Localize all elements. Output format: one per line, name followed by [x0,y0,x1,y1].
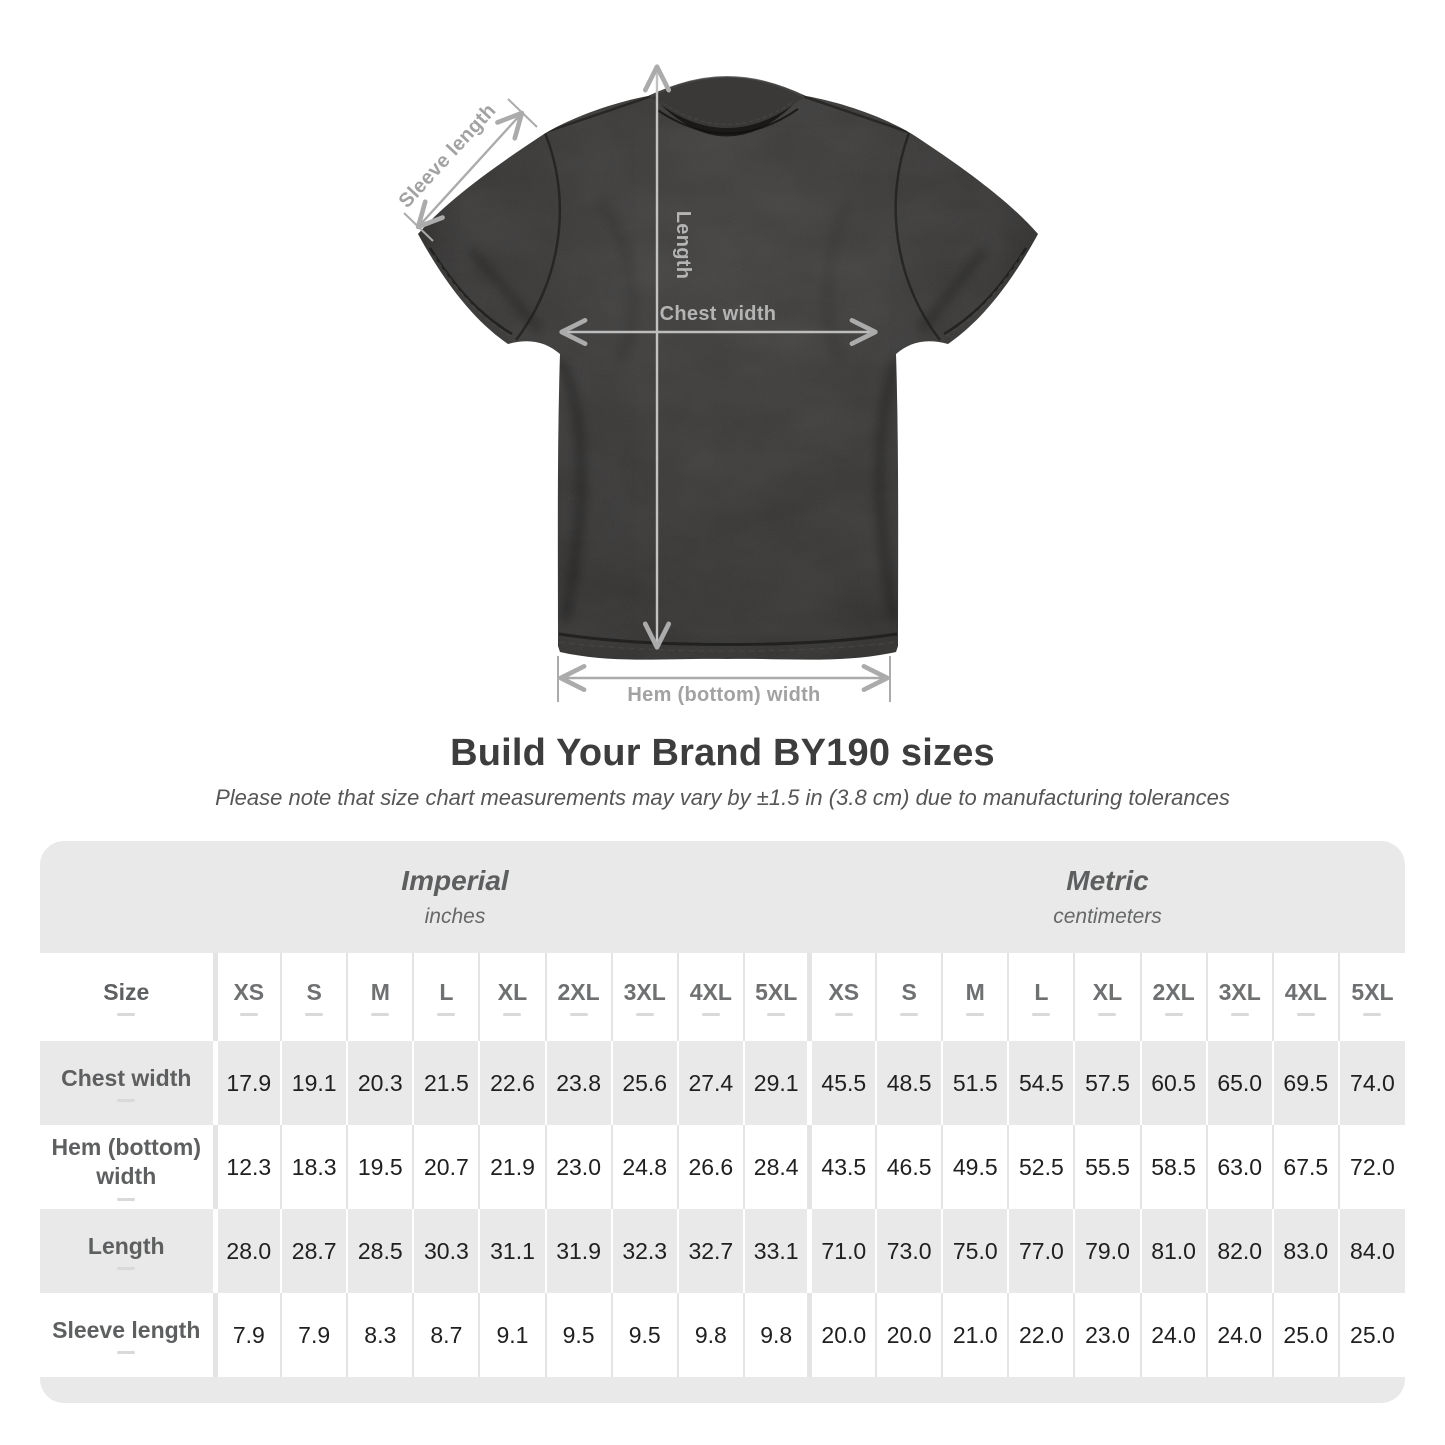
centimeters-label: centimeters [1053,905,1162,928]
size-col-header-metric-2xl [1141,953,1207,1041]
size-value-cell: 79.0 [1074,1209,1140,1293]
size-value-cell: 23.0 [1074,1293,1140,1377]
size-col-header-imperial-xl [479,953,545,1041]
size-value-cell: 19.5 [347,1125,413,1209]
tolerance-note: Please note that size chart measurements may vary by ±1.5 in (3.8 cm) due to manufacturing tolerances [215,785,1230,810]
size-value-cell: 65.0 [1207,1041,1273,1125]
size-value-cell: 51.5 [942,1041,1008,1125]
row-label [40,1041,215,1125]
imperial-label: Imperial [401,865,509,896]
size-col-header-metric-4xl [1273,953,1339,1041]
size-value-cell: 7.9 [281,1293,347,1377]
size-value-cell: 21.0 [942,1293,1008,1377]
size-value-cell: 30.3 [413,1209,479,1293]
size-value-cell: 19.1 [281,1041,347,1125]
size-value-cell: 82.0 [1207,1209,1273,1293]
size-value-cell: 54.5 [1008,1041,1074,1125]
size-value-cell: 77.0 [1008,1209,1074,1293]
inches-label: inches [424,905,486,928]
size-col-header-imperial-4xl [678,953,744,1041]
size-value-cell: 45.5 [810,1041,876,1125]
size-value-cell: 25.0 [1339,1293,1405,1377]
row-label-text: Hem (bottom) width [42,1133,211,1201]
page-title: Build Your Brand BY190 sizes [450,732,995,774]
size-value-cell: 25.0 [1273,1293,1339,1377]
size-col-header-imperial-xs-text: XS [233,979,264,1016]
size-value-cell: 72.0 [1339,1125,1405,1209]
row-label [40,1125,215,1209]
size-header-row [40,953,1405,1041]
length-label: Length [672,210,694,280]
size-col-header-metric-xs [810,953,876,1041]
size-value-cell: 46.5 [876,1125,942,1209]
size-col-header-imperial-2xl-text: 2XL [558,979,600,1016]
size-col-header-metric-5xl-text: 5XL [1351,979,1393,1016]
size-value-cell: 74.0 [1339,1041,1405,1125]
size-value-cell: 9.8 [744,1293,810,1377]
tshirt-graphic [380,40,1080,700]
size-col-header-metric-xs-text: XS [828,979,859,1016]
size-value-cell: 31.1 [479,1209,545,1293]
size-value-cell: 18.3 [281,1125,347,1209]
size-col-header-imperial-m-text: M [371,979,390,1016]
size-value-cell: 23.0 [546,1125,612,1209]
size-col-header-metric-xl [1074,953,1140,1041]
size-col-header-imperial-2xl [546,953,612,1041]
size-col-header-imperial-l-text: L [437,979,455,1016]
size-value-cell: 83.0 [1273,1209,1339,1293]
size-col-header-imperial-xs [215,953,281,1041]
size-col-header-metric-5xl [1339,953,1405,1041]
row-label [40,1293,215,1377]
size-value-cell: 43.5 [810,1125,876,1209]
size-value-cell: 20.0 [810,1293,876,1377]
size-value-cell: 55.5 [1074,1125,1140,1209]
size-value-cell: 21.9 [479,1125,545,1209]
size-value-cell: 49.5 [942,1125,1008,1209]
size-value-cell: 21.5 [413,1041,479,1125]
size-col-header-imperial-xl-text: XL [498,979,527,1016]
size-value-cell: 22.0 [1008,1293,1074,1377]
size-value-cell: 48.5 [876,1041,942,1125]
size-value-cell: 31.9 [546,1209,612,1293]
size-value-cell: 20.0 [876,1293,942,1377]
size-value-cell: 73.0 [876,1209,942,1293]
size-col-header-metric-m-text: M [966,979,985,1016]
imperial-unit-header [40,865,810,929]
size-chart-card [40,841,1405,1403]
size-col-header-imperial-m [347,953,413,1041]
row-label-text: Length [88,1232,165,1271]
size-col-header-metric-2xl-text: 2XL [1152,979,1194,1016]
size-value-cell: 9.1 [479,1293,545,1377]
size-col-header-imperial-5xl [744,953,810,1041]
size-col-header-imperial-l [413,953,479,1041]
size-value-cell: 52.5 [1008,1125,1074,1209]
size-value-cell: 7.9 [215,1293,281,1377]
size-col-header-imperial-s [281,953,347,1041]
size-value-cell: 9.8 [678,1293,744,1377]
size-value-cell: 9.5 [612,1293,678,1377]
size-value-cell: 84.0 [1339,1209,1405,1293]
size-value-cell: 69.5 [1273,1041,1339,1125]
size-value-cell: 27.4 [678,1041,744,1125]
size-col-header-imperial-4xl-text: 4XL [690,979,732,1016]
size-value-cell: 17.9 [215,1041,281,1125]
size-value-cell: 75.0 [942,1209,1008,1293]
size-col-header-metric-xl-text: XL [1093,979,1122,1016]
size-col-header-imperial-3xl [612,953,678,1041]
size-col-header-metric-3xl [1207,953,1273,1041]
size-value-cell: 71.0 [810,1209,876,1293]
size-value-cell: 32.3 [612,1209,678,1293]
size-col-header-metric-m [942,953,1008,1041]
size-value-cell: 60.5 [1141,1041,1207,1125]
size-col-header-metric-s [876,953,942,1041]
table-row [40,1293,1405,1377]
row-label-text: Chest width [61,1064,191,1103]
size-value-cell: 58.5 [1141,1125,1207,1209]
size-col-header-imperial-3xl-text: 3XL [624,979,666,1016]
size-value-cell: 29.1 [744,1041,810,1125]
metric-unit-header [810,865,1405,929]
size-value-cell: 24.0 [1207,1293,1273,1377]
size-col-header-metric-3xl-text: 3XL [1219,979,1261,1016]
size-value-cell: 28.0 [215,1209,281,1293]
size-chart-table [40,953,1405,1377]
size-col-header-metric-s-text: S [900,979,918,1016]
size-value-cell: 24.8 [612,1125,678,1209]
size-value-cell: 22.6 [479,1041,545,1125]
metric-label: Metric [1066,865,1149,896]
size-value-cell: 81.0 [1141,1209,1207,1293]
size-label [40,953,215,1041]
table-row [40,1125,1405,1209]
size-value-cell: 20.7 [413,1125,479,1209]
size-value-cell: 33.1 [744,1209,810,1293]
size-value-cell: 28.7 [281,1209,347,1293]
size-value-cell: 63.0 [1207,1125,1273,1209]
hem-width-label: Hem (bottom) width [627,684,821,706]
size-value-cell: 26.6 [678,1125,744,1209]
units-header-row [40,841,1405,953]
size-col-header-metric-l-text: L [1032,979,1050,1016]
tshirt-diagram-svg [0,0,1445,712]
size-value-cell: 57.5 [1074,1041,1140,1125]
size-value-cell: 28.5 [347,1209,413,1293]
size-value-cell: 32.7 [678,1209,744,1293]
size-col-header-imperial-5xl-text: 5XL [755,979,797,1016]
size-value-cell: 28.4 [744,1125,810,1209]
size-value-cell: 8.7 [413,1293,479,1377]
size-label-text: Size [103,978,149,1017]
size-value-cell: 12.3 [215,1125,281,1209]
size-value-cell: 20.3 [347,1041,413,1125]
row-label-text: Sleeve length [52,1316,200,1355]
table-row [40,1209,1405,1293]
size-col-header-metric-4xl-text: 4XL [1285,979,1327,1016]
chest-width-label: Chest width [659,303,777,325]
size-value-cell: 67.5 [1273,1125,1339,1209]
size-col-header-metric-l [1008,953,1074,1041]
size-value-cell: 24.0 [1141,1293,1207,1377]
size-value-cell: 9.5 [546,1293,612,1377]
sleeve-length-label: Sleeve length [394,99,501,213]
size-value-cell: 25.6 [612,1041,678,1125]
size-value-cell: 23.8 [546,1041,612,1125]
size-value-cell: 8.3 [347,1293,413,1377]
size-col-header-imperial-s-text: S [305,979,323,1016]
row-label [40,1209,215,1293]
table-row [40,1041,1405,1125]
tshirt-measurement-diagram [0,0,1445,712]
